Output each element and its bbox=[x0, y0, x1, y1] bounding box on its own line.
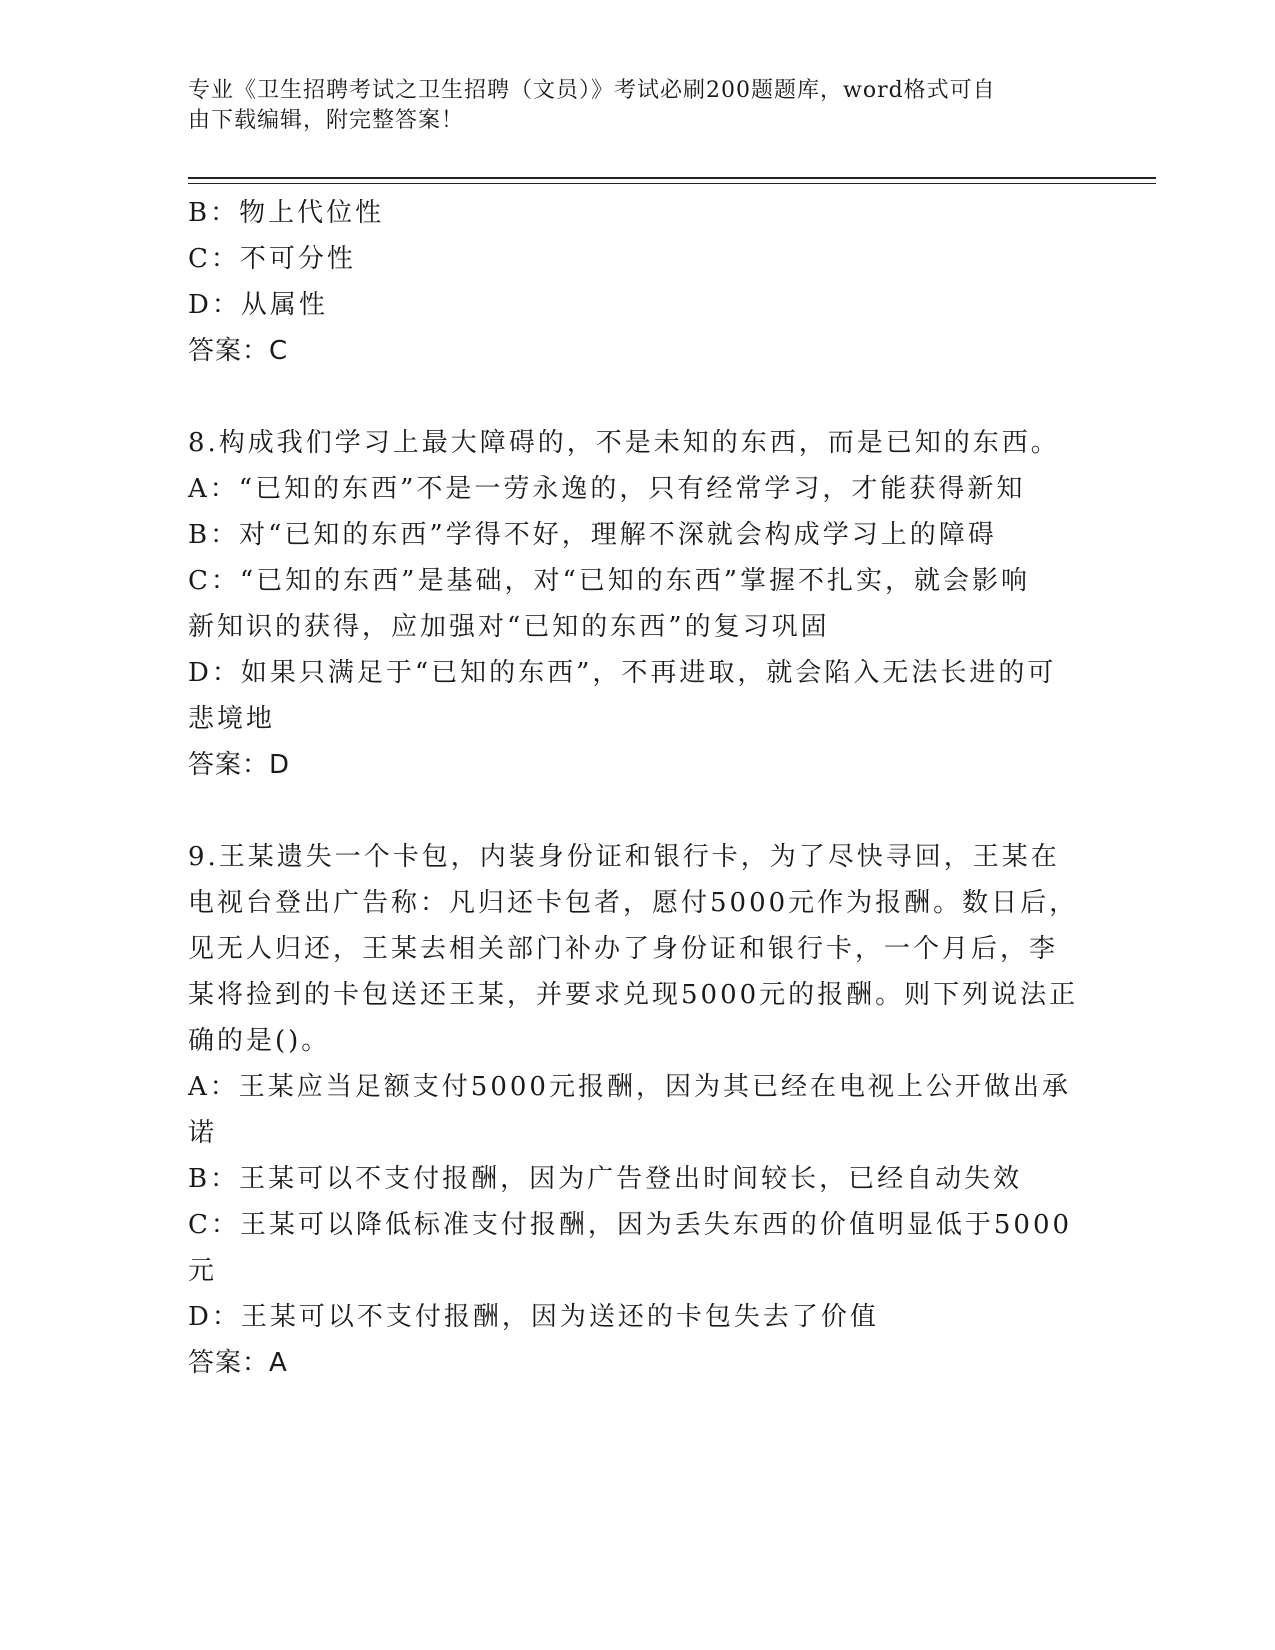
header-line-1: 专业《卫生招聘考试之卫生招聘（文员）》考试必刷200题题库，word格式可自 bbox=[188, 78, 996, 103]
q7-option-d: D：从属性 bbox=[188, 290, 328, 320]
page-header bbox=[188, 76, 1068, 136]
q7-answer: 答案：C bbox=[188, 336, 289, 366]
q8-option-c-line-2: 新知识的获得，应加强对“已知的东西”的复习巩固 bbox=[188, 612, 830, 642]
q9-option-a-line-1: A：王某应当足额支付5000元报酬，因为其已经在电视上公开做出承 bbox=[188, 1072, 1071, 1102]
q9-question-line-1: 9.王某遗失一个卡包，内装身份证和银行卡，为了尽快寻回，王某在 bbox=[188, 842, 1060, 872]
q8-option-b: B：对“已知的东西”学得不好，理解不深就会构成学习上的障碍 bbox=[188, 520, 997, 550]
q8-option-d-line-2: 悲境地 bbox=[188, 704, 276, 734]
q9-question-line-5: 确的是()。 bbox=[188, 1026, 331, 1056]
q9-answer: 答案：A bbox=[188, 1348, 288, 1378]
spacer bbox=[188, 374, 1088, 420]
q9-option-b: B：王某可以不支付报酬，因为广告登出时间较长，已经自动失效 bbox=[188, 1164, 1023, 1194]
q7-option-c: C：不可分性 bbox=[188, 244, 356, 274]
q8-option-d-line-1: D：如果只满足于“已知的东西”，不再进取，就会陷入无法长进的可 bbox=[188, 658, 1057, 688]
q8-option-c-line-1: C：“已知的东西”是基础，对“已知的东西”掌握不扎实，就会影响 bbox=[188, 566, 1031, 596]
question-9-block bbox=[188, 834, 1088, 1386]
q8-answer: 答案：D bbox=[188, 750, 291, 780]
spacer bbox=[188, 788, 1088, 834]
q8-option-a: A：“已知的东西”不是一劳永逸的，只有经常学习，才能获得新知 bbox=[188, 474, 1026, 504]
question-8-block bbox=[188, 420, 1088, 788]
q9-option-c-line-1: C：王某可以降低标准支付报酬，因为丢失东西的价值明显低于5000 bbox=[188, 1210, 1073, 1240]
q8-question: 8.构成我们学习上最大障碍的，不是未知的东西，而是已知的东西。 bbox=[188, 428, 1060, 458]
q7-option-b: B：物上代位性 bbox=[188, 198, 385, 228]
q9-option-d: D：王某可以不支付报酬，因为送还的卡包失去了价值 bbox=[188, 1302, 879, 1332]
question-content bbox=[188, 190, 1088, 1386]
header-divider-thick bbox=[188, 177, 1156, 179]
q9-question-line-3: 见无人归还，王某去相关部门补办了身份证和银行卡，一个月后，李 bbox=[188, 934, 1059, 964]
q9-option-a-line-2: 诺 bbox=[188, 1118, 218, 1148]
q9-question-line-4: 某将捡到的卡包送还王某，并要求兑现5000元的报酬。则下列说法正 bbox=[188, 980, 1079, 1010]
q9-option-c-line-2: 元 bbox=[188, 1256, 218, 1286]
q9-question-line-2: 电视台登出广告称：凡归还卡包者，愿付5000元作为报酬。数日后， bbox=[188, 888, 1079, 918]
question-7-block bbox=[188, 190, 1088, 374]
header-line-2: 由下载编辑，附完整答案！ bbox=[188, 108, 465, 133]
header-divider-thin bbox=[188, 183, 1156, 184]
